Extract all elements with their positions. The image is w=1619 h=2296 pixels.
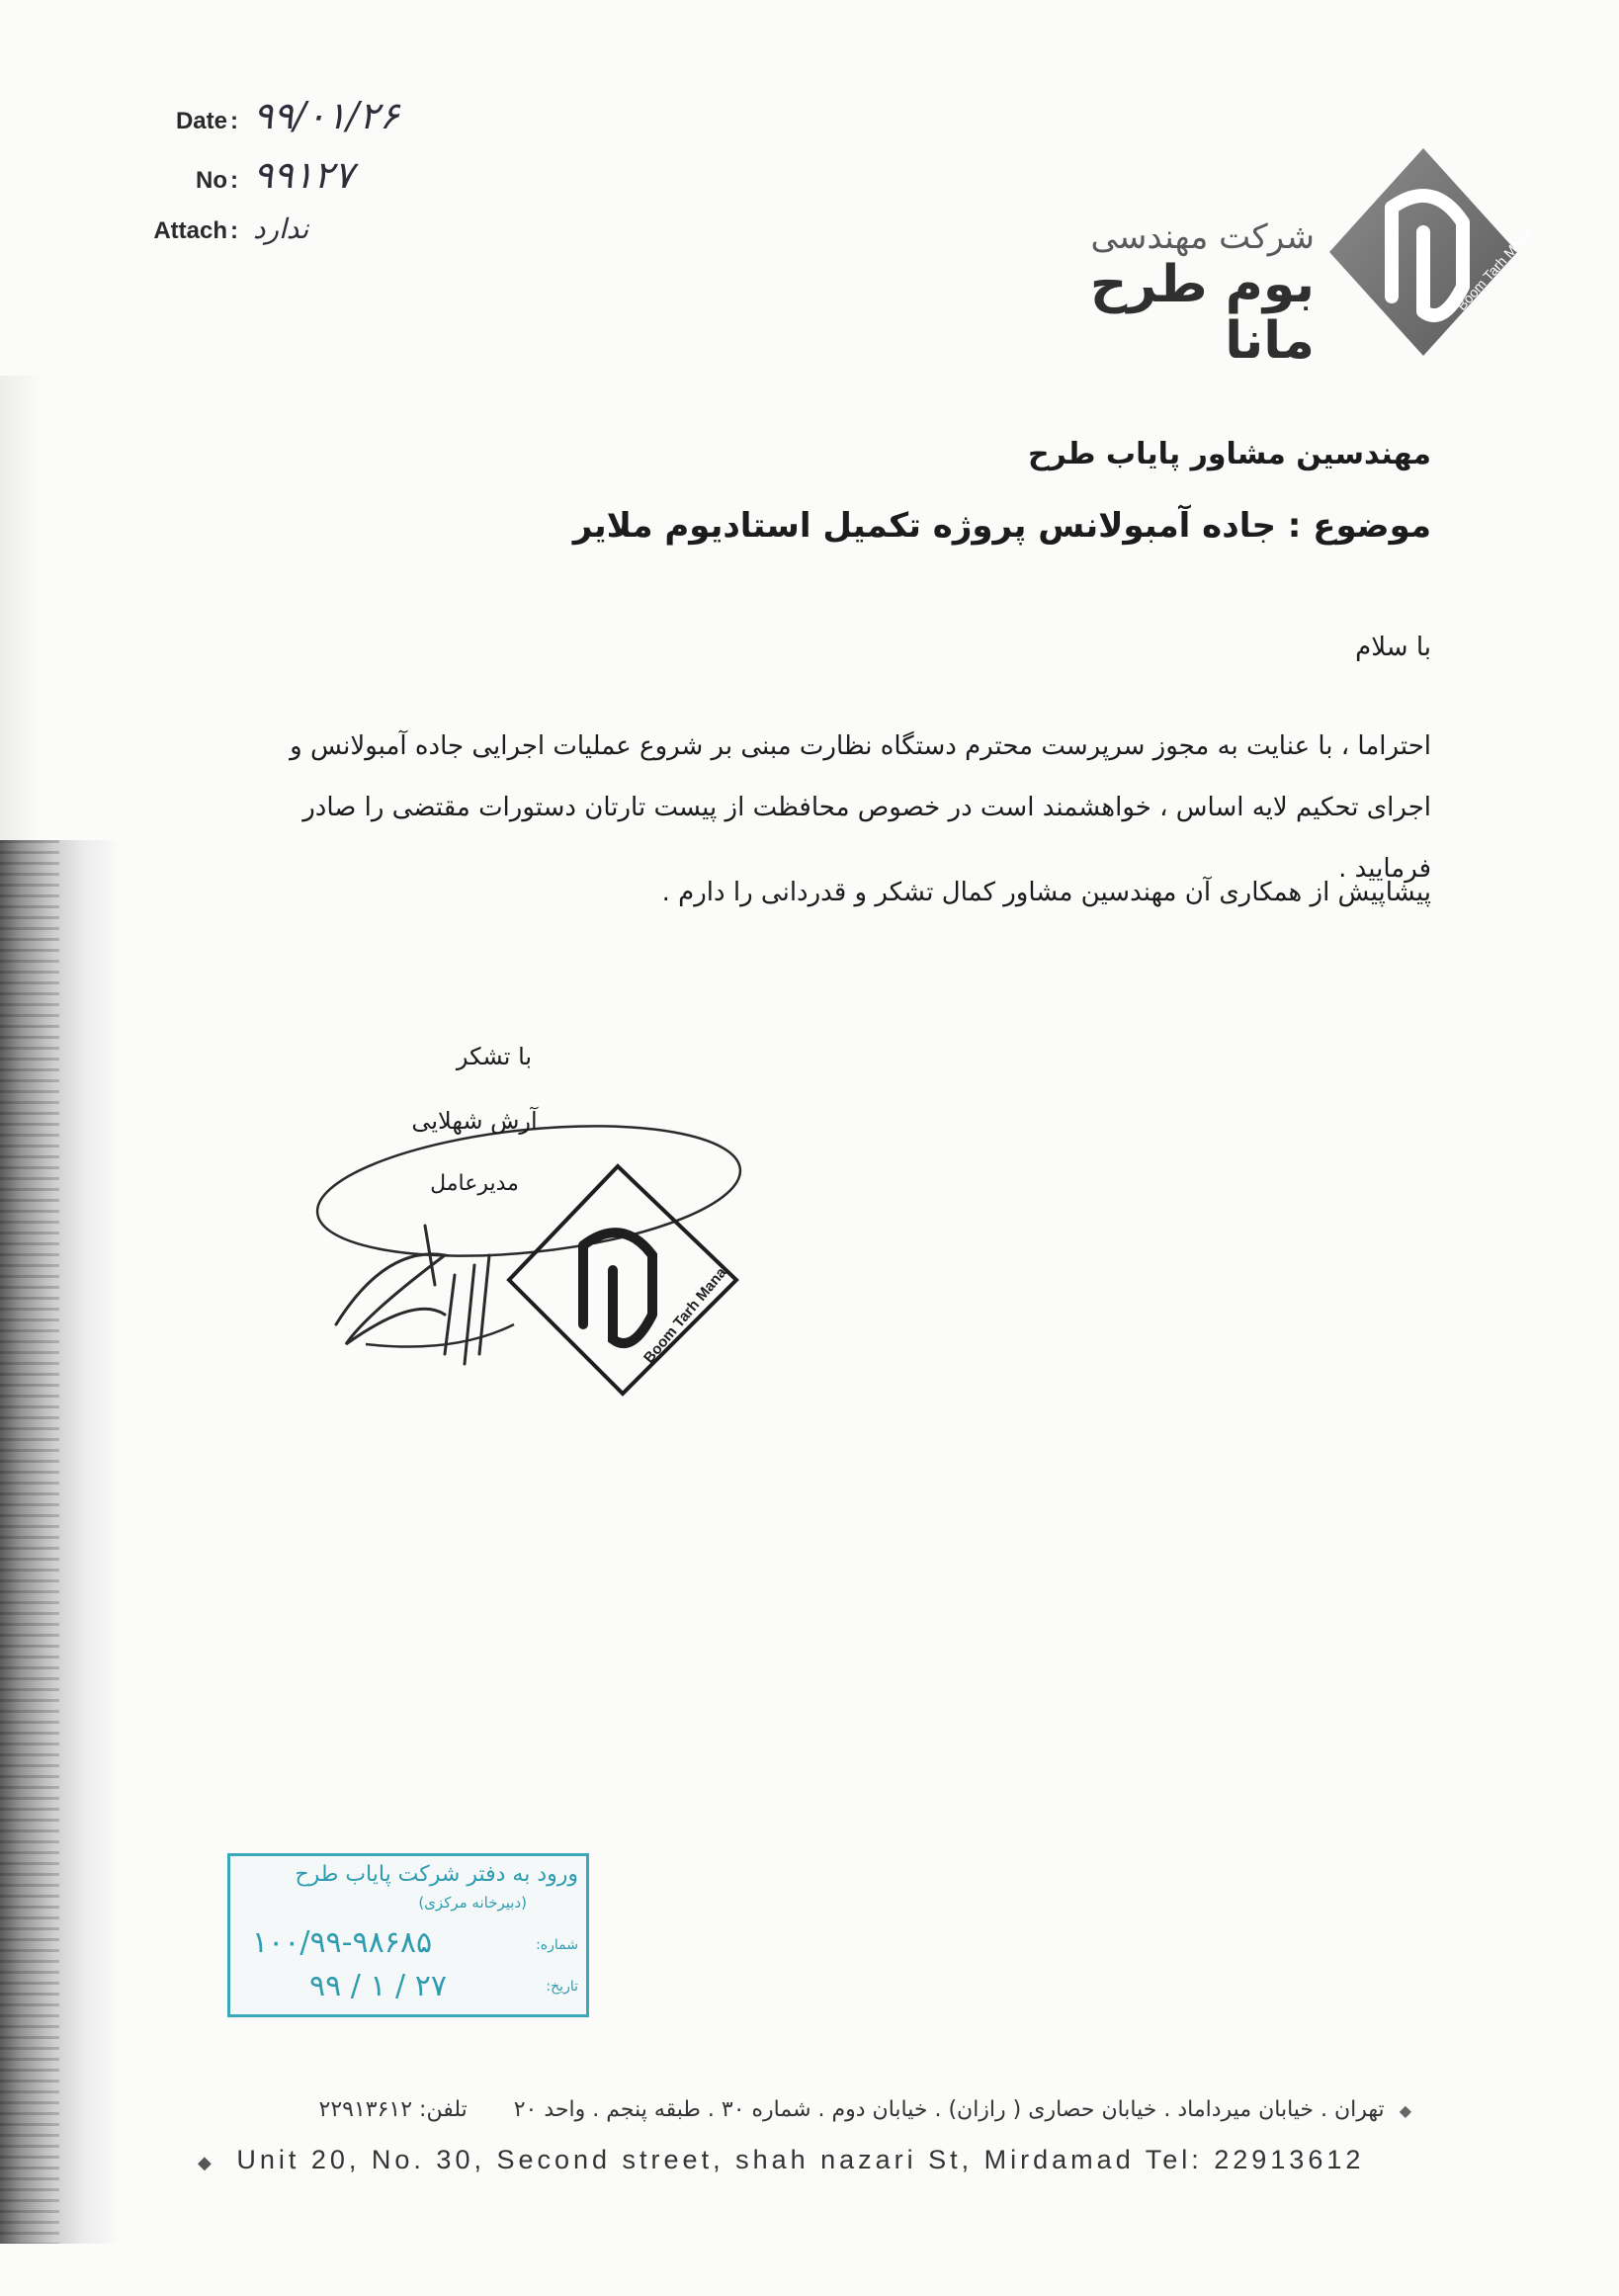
signatory-name: آرش شهلایی — [411, 1107, 538, 1135]
number-label: No — [196, 167, 227, 194]
receipt-number-value: ۱۰۰/۹۹-۹۸۶۸۵ — [252, 1925, 433, 1960]
attach-label: Attach — [153, 217, 227, 244]
signature-closing: با تشکر — [456, 1043, 533, 1070]
body-paragraph-1: احتراما ، با عنایت به مجوز سرپرست محترم دستگاه نظارت مبنی بر شروع عملیات اجرایی جاده آمبولانس و اجرای تحکیم لایه اساس ، خواهشمند است در خصوص محافظت از پیست تارتان دستورات مقتضی را صادر فرمایید . — [290, 731, 1431, 884]
number-row — [117, 153, 399, 213]
company-name-line2: بوم طرح مانا — [1089, 255, 1315, 372]
date-label: Date — [175, 108, 227, 134]
greeting: با سلام — [1355, 633, 1431, 662]
number-colon: : — [230, 167, 238, 194]
attach-value: ندارد — [253, 213, 309, 245]
signature-block — [306, 1028, 781, 1403]
addressee: مهندسین مشاور پایاب طرح — [1027, 437, 1431, 471]
letter-meta — [117, 94, 399, 272]
emblem-text: Boom Tarh Mana — [1453, 224, 1536, 314]
footer-address-en — [198, 2145, 1364, 2175]
signatory-title: مدیرعامل — [430, 1171, 519, 1196]
date-row — [117, 94, 399, 153]
footer-address-en-text: Unit 20, No. 30, Second street, shah nazari St, Mirdamad Tel: 22913612 — [236, 2145, 1365, 2174]
company-name — [1053, 217, 1315, 370]
receipt-date-label: تاریخ: — [546, 1979, 578, 1995]
footer-phone-fa: تلفن: ۲۲۹۱۳۶۱۲ — [318, 2097, 468, 2122]
footer-address-fa-text: تهران . خیابان میرداماد . خیابان حصاری ( رازان) . خیابان دوم . شماره ۳۰ . طبقه پنجم . واحد ۲۰ — [513, 2097, 1385, 2122]
receipt-stamp-title: ورود به دفتر شرکت پایاب طرح — [295, 1862, 578, 1887]
company-emblem-icon — [1315, 138, 1536, 366]
body-paragraph-2: پیشاپیش از همکاری آن مهندسین مشاور کمال تشکر و قدردانی را دارم . — [661, 878, 1431, 907]
scan-shadow-upper — [0, 376, 40, 840]
company-seal-icon — [504, 1156, 751, 1403]
receipt-stamp-subtitle: (دبیرخانه مرکزی) — [418, 1894, 527, 1912]
seal-text: Boom Tarh Mana — [640, 1264, 730, 1367]
diamond-bullet-icon: ◆ — [1399, 2101, 1411, 2120]
company-name-line1: شرکت مهندسی — [1090, 217, 1315, 257]
subject-line: موضوع : جاده آمبولانس پروژه تکمیل استادیوم ملایر — [572, 506, 1431, 546]
date-colon: : — [230, 108, 238, 134]
number-value: ۹۹۱۲۷ — [253, 153, 355, 197]
receipt-number-label: شماره: — [536, 1937, 578, 1953]
date-value: ۹۹/۰۱/۲۶ — [253, 94, 400, 137]
scan-edge-stripes — [0, 840, 59, 2244]
attach-colon: : — [230, 217, 238, 244]
attach-row — [117, 213, 399, 272]
footer-address-fa — [319, 2097, 1411, 2122]
receipt-date-value: ۹۹ / ۱ / ۲۷ — [309, 1969, 447, 2003]
receipt-stamp — [227, 1853, 589, 2017]
company-logo — [1053, 138, 1536, 376]
diamond-bullet-icon: ◆ — [198, 2153, 215, 2172]
